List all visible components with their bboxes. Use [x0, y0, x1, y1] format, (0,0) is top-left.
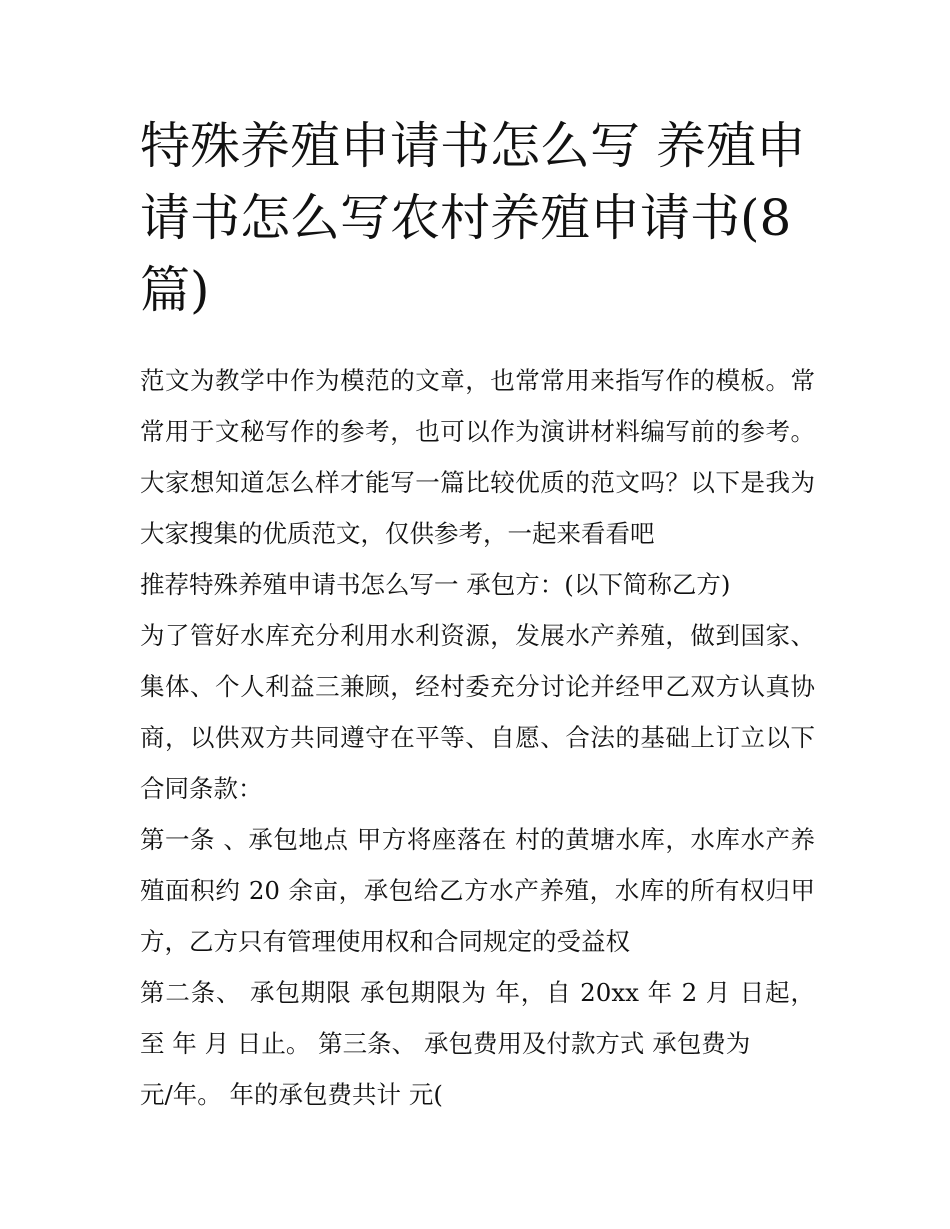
paragraph-purpose: 为了管好水库充分利用水利资源，发展水产养殖，做到国家、集体、个人利益三兼顾，经村委充分讨论并经甲乙双方认真协商，以供双方共同遵守在平等、自愿、合法的基础上订立以下合同条款：	[140, 621, 815, 803]
paragraph-article-1: 第一条 、承包地点 甲方将座落在 村的黄塘水库，水库水产养殖面积约 20 余亩，承包给乙方水产养殖，水库的所有权归甲方，乙方只有管理使用权和合同规定的受益权	[140, 825, 815, 956]
paragraph-fee: 元/年。 年的承包费共计 元(	[140, 1080, 443, 1109]
paragraph-contractor: 推荐特殊养殖申请书怎么写一 承包方：(以下简称乙方)	[140, 570, 731, 599]
document-body	[140, 355, 815, 1120]
document-title: 特殊养殖申请书怎么写 养殖申请书怎么写农村养殖申请书(8篇)	[140, 117, 806, 319]
paragraph-article-2: 第二条、 承包期限 承包期限为 年，自 20xx 年 2 月 日起，至 年 月 日止。 第三条、 承包费用及付款方式 承包费为	[140, 978, 815, 1058]
paragraph-intro: 范文为教学中作为模范的文章，也常常用来指写作的模板。常常用于文秘写作的参考，也可以作为演讲材料编写前的参考。大家想知道怎么样才能写一篇比较优质的范文吗？以下是我为大家搜集的优质范文，仅供参考，一起来看看吧	[140, 366, 815, 548]
